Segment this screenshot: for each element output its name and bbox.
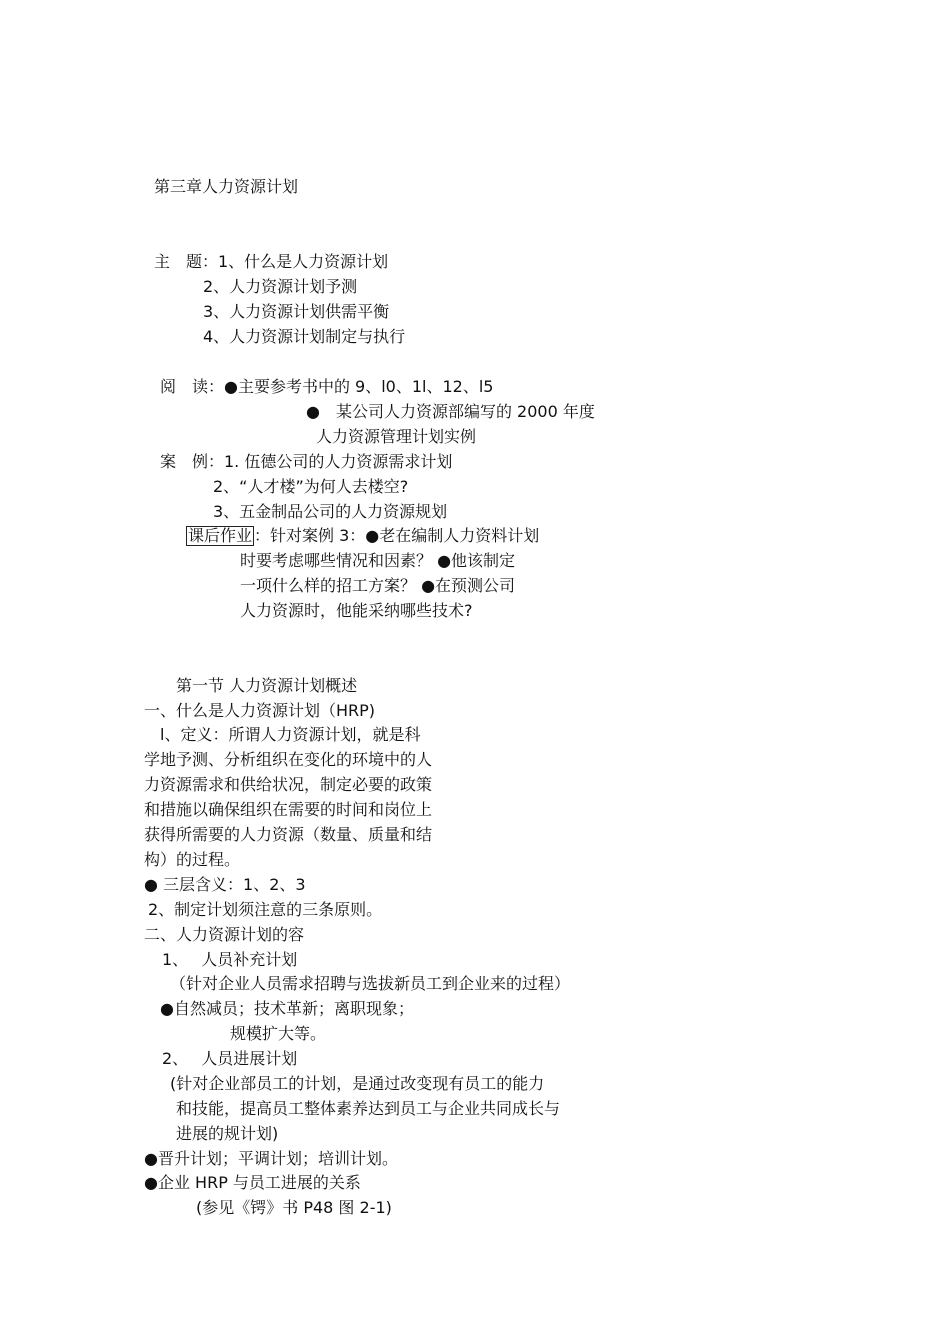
reading-first: 阅 读：●主要参考书中的 9、l0、1l、12、l5	[160, 377, 494, 396]
principles: 2、制定计划须注意的三条原则。	[148, 900, 383, 919]
supplement-desc: （针对企业人员需求招聘与选拔新员工到企业来的过程）	[170, 974, 571, 993]
heading-1: 一、什么是人力资源计划（HRP)	[144, 701, 376, 720]
definition-line: 获得所需要的人力资源（数量、质量和结	[144, 825, 433, 844]
heading-2: 二、人力资源计划的容	[144, 925, 305, 944]
homework-line	[186, 525, 539, 547]
supplement-title: 1、 人员补充计划	[162, 950, 298, 969]
development-desc: 进展的规计划)	[176, 1124, 279, 1143]
homework-cont: 一项什么样的招工方案？ ●在预测公司	[240, 576, 516, 595]
development-desc: (针对企业部员工的计划，是通过改变现有员工的能力	[170, 1074, 545, 1093]
homework-rest: ：针对案例 3：●老在编制人力资料计划	[254, 526, 540, 545]
three-meanings: ● 三层含义：1、2、3	[144, 875, 306, 894]
definition-line: 和措施以确保组织在需要的时间和岗位上	[144, 800, 433, 819]
development-desc: 和技能，提高员工整体素养达到员工与企业共同成长与	[176, 1099, 561, 1118]
topics-first: 主 题：1、什么是人力资源计划	[154, 252, 389, 271]
reference: (参见《锷》书 P48 图 2-1)	[196, 1198, 392, 1217]
development-title: 2、 人员进展计划	[162, 1049, 298, 1068]
section-title: 第一节 人力资源计划概述	[176, 676, 358, 695]
homework-label: 课后作业	[188, 526, 253, 545]
cases-item: 2、“人才楼”为何人去楼空?	[213, 477, 409, 496]
reading-third: 人力资源管理计划实例	[316, 427, 477, 446]
homework-cont: 时要考虑哪些情况和因素？ ●他该制定	[240, 551, 516, 570]
relation: ●企业 HRP 与员工进展的关系	[144, 1173, 361, 1192]
supplement-factors-cont: 规模扩大等。	[230, 1024, 327, 1043]
chapter-title: 第三章人力资源计划	[154, 177, 299, 196]
cases-first: 案 例：1. 伍德公司的人力资源需求计划	[160, 452, 453, 471]
cases-item: 3、五金制品公司的人力资源规划	[213, 502, 448, 521]
definition-line: l、定义：所谓人力资源计划，就是科	[160, 725, 421, 744]
definition-line: 力资源需求和供给状况，制定必要的政策	[144, 775, 433, 794]
reading-second: ● 某公司人力资源部编写的 2000 年度	[306, 402, 595, 421]
definition-line: 构）的过程。	[144, 850, 241, 869]
supplement-factors: ●自然减员；技术革新；离职现象；	[160, 999, 414, 1018]
dev-plans: ●晋升计划；平调计划；培训计划。	[144, 1149, 398, 1168]
homework-cont: 人力资源时，他能采纳哪些技术?	[240, 601, 473, 620]
topics-item: 4、人力资源计划制定与执行	[203, 327, 406, 346]
topics-item: 2、人力资源计划予测	[203, 277, 358, 296]
definition-line: 学地予测、分析组织在变化的环境中的人	[144, 750, 433, 769]
topics-item: 3、人力资源计划供需平衡	[203, 302, 390, 321]
